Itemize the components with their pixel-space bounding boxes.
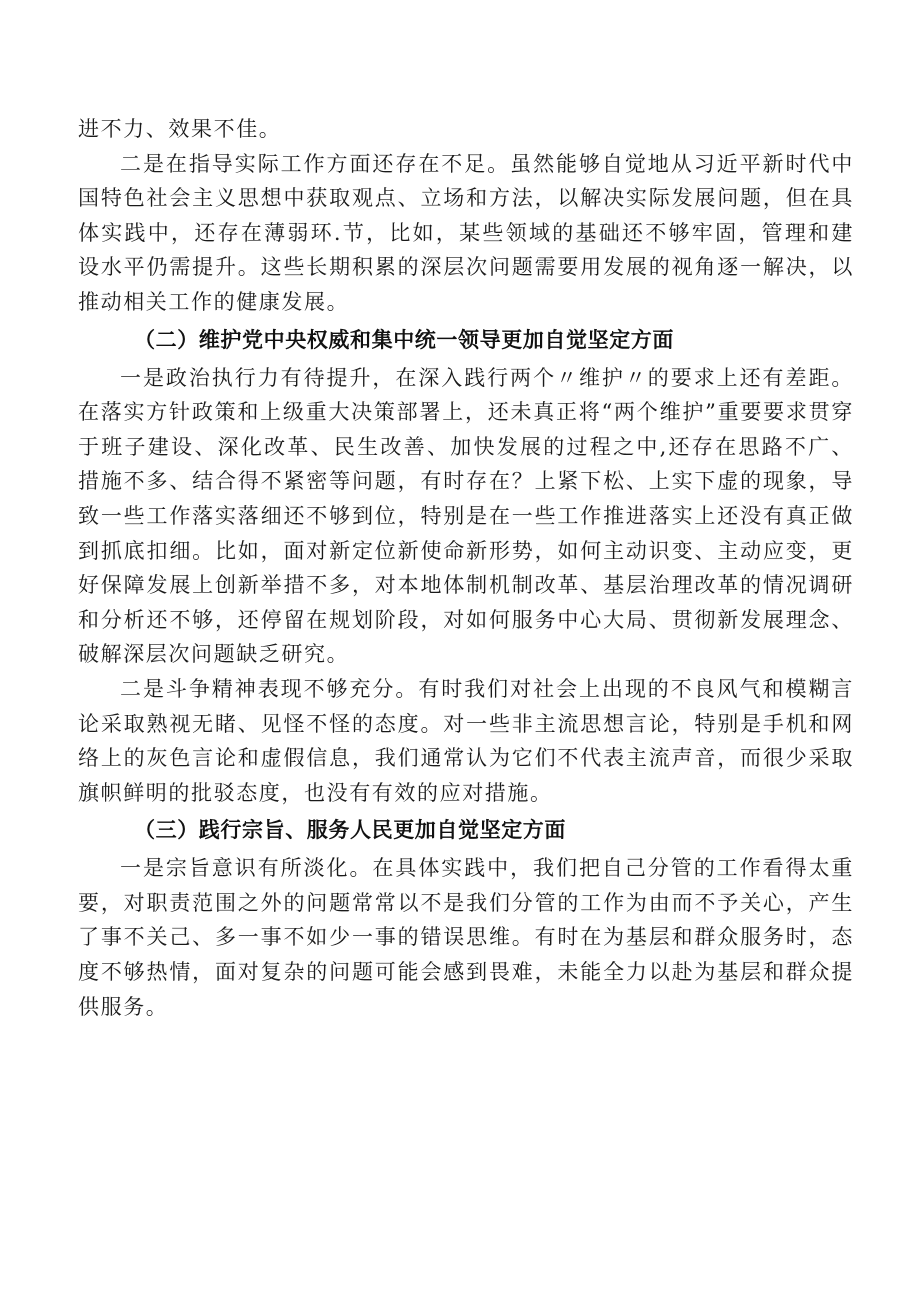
paragraph-continuation: 进不力、效果不佳。 xyxy=(78,117,282,141)
paragraph-struggle-spirit: 二是斗争精神表现不够充分。有时我们对社会上出现的不良风气和模糊言论采取熟视无睹、见怪不怪的态度。对一些非主流思想言论，特别是手机和网络上的灰色言论和虚假信息，我们通常认为它们不代表主流声音，而很少采取旗帜鲜明的批驳态度，也没有有效的应对措施。 xyxy=(78,676,854,805)
section-heading-2: （二）维护党中央权威和集中统一领导更加自觉坚定方面 xyxy=(134,327,674,352)
paragraph-purpose-awareness: 一是宗旨意识有所淡化。在具体实践中，我们把自己分管的工作看得太重要，对职责范围之外的问题常常以不是我们分管的工作为由而不予关心，产生了事不关己、多一事不如少一事的错误思维。有时在为基层和群众服务时，态度不够热情，面对复杂的问题可能会感到畏难，未能全力以赴为基层和群众提供服务。 xyxy=(78,856,854,1019)
paragraph-political-execution: 一是政治执行力有待提升，在深入践行两个〃维护〃的要求上还有差距。在落实方针政策和上级重大决策部署上，还未真正将“两个维护”重要要求贯穿于班子建设、深化改革、民生改善、加快发展的过程之中,还存在思路不广、措施不多、结合得不紧密等问题，有时存在？上紧下松、上实下虚的现象，导致一些工作落实落细还不够到位，特别是在一些工作推进落实上还没有真正做到抓底扣细。比如，面对新定位新使命新形势，如何主动识变、主动应变，更好保障发展上创新举措不多，对本地体制机制改革、基层治理改革的情况调研和分析还不够，还停留在规划阶段，对如何服务中心大局、贯彻新发展理念、破解深层次问题缺乏研究。 xyxy=(78,365,854,667)
paragraph-guidance-shortfall: 二是在指导实际工作方面还存在不足。虽然能够自觉地从习近平新时代中国特色社会主义思想中获取观点、立场和方法，以解决实际发展问题，但在具体实践中，还存在薄弱环.节，比如，某些领域的基础还不够牢固，管理和建设水平仍需提升。这些长期积累的深层次问题需要用发展的视角逐一解决，以推动相关工作的健康发展。 xyxy=(78,151,854,314)
document-body xyxy=(78,112,854,1024)
section-heading-3: （三）践行宗旨、服务人民更加自觉坚定方面 xyxy=(134,818,566,843)
